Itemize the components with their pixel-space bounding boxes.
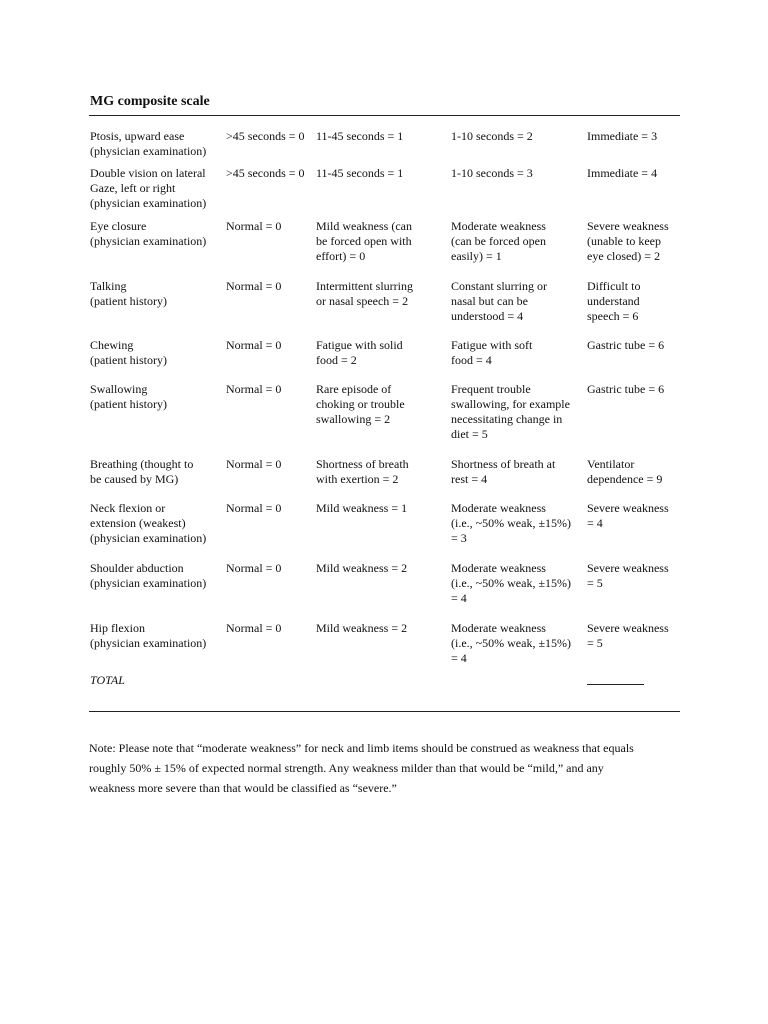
cell-line: rest = 4	[451, 472, 488, 486]
cell-line: Shortness of breath	[316, 457, 409, 471]
cell-line: Ptosis, upward ease	[90, 129, 185, 143]
score-3-cell	[587, 501, 669, 531]
cell-line: Mild weakness = 1	[316, 501, 408, 515]
cell-line: = 5	[587, 636, 603, 650]
cell-line: (physician examination)	[90, 234, 207, 248]
table-row	[90, 166, 680, 219]
footnote-line: Note: Please note that “moderate weakness” for neck and limb items should be construed as weakness that equals	[89, 741, 634, 755]
cell-line: Shoulder abduction	[90, 561, 184, 575]
score-1-cell	[316, 279, 413, 309]
item-cell	[90, 279, 167, 309]
cell-line: Hip flexion	[90, 621, 145, 635]
cell-line: = 5	[587, 576, 603, 590]
score-0-cell	[226, 129, 305, 144]
cell-line: eye closed) = 2	[587, 249, 661, 263]
cell-line: Severe weakness	[587, 219, 669, 233]
table-row	[90, 219, 680, 279]
cell-line: >45 seconds = 0	[226, 129, 305, 143]
cell-line: 1-10 seconds = 3	[451, 166, 533, 180]
cell-line: 1-10 seconds = 2	[451, 129, 533, 143]
cell-line: Mild weakness = 2	[316, 621, 408, 635]
item-cell	[90, 501, 206, 546]
cell-line: Gastric tube = 6	[587, 382, 665, 396]
cell-line: Normal = 0	[226, 382, 282, 396]
cell-line: (physician examination)	[90, 196, 207, 210]
cell-line: be caused by MG)	[90, 472, 179, 486]
score-3-cell	[587, 382, 664, 397]
item-cell	[90, 166, 206, 211]
score-3-cell	[587, 129, 657, 144]
table-row	[90, 561, 680, 621]
score-3-cell	[587, 561, 669, 591]
cell-line: choking or trouble	[316, 397, 405, 411]
cell-line: or nasal speech = 2	[316, 294, 409, 308]
cell-line: Severe weakness	[587, 621, 669, 635]
score-2-cell	[451, 129, 533, 144]
cell-line: Breathing (thought to	[90, 457, 194, 471]
item-cell	[90, 561, 206, 591]
score-3-cell	[587, 279, 640, 324]
score-0-cell	[226, 279, 281, 294]
cell-line: = 4	[451, 591, 467, 605]
cell-line: (patient history)	[90, 397, 167, 411]
cell-line: speech = 6	[587, 309, 639, 323]
footnote-line: roughly 50% ± 15% of expected normal strength. Any weakness milder than that would be “mild,” and any	[89, 761, 604, 775]
table-row	[90, 621, 680, 681]
score-2-cell	[451, 166, 533, 181]
cell-line: dependence = 9	[587, 472, 663, 486]
cell-line: = 4	[451, 651, 467, 665]
score-3-cell	[587, 457, 662, 487]
cell-line: Normal = 0	[226, 219, 282, 233]
cell-line: with exertion = 2	[316, 472, 399, 486]
cell-line: easily) = 1	[451, 249, 502, 263]
table-row	[90, 338, 680, 382]
cell-line: Severe weakness	[587, 561, 669, 575]
cell-line: (i.e., ~50% weak, ±15%)	[451, 636, 572, 650]
cell-line: (physician examination)	[90, 144, 207, 158]
cell-line: Severe weakness	[587, 501, 669, 515]
cell-line: Chewing	[90, 338, 134, 352]
score-0-cell	[226, 338, 281, 353]
item-cell	[90, 457, 193, 487]
cell-line: Swallowing	[90, 382, 148, 396]
cell-line: (patient history)	[90, 294, 167, 308]
cell-line: Shortness of breath at	[451, 457, 556, 471]
bottom-rule	[89, 711, 680, 712]
score-1-cell	[316, 621, 407, 636]
total-label: TOTAL	[90, 673, 125, 687]
cell-line: (physician examination)	[90, 531, 207, 545]
score-2-cell	[451, 561, 571, 606]
cell-line: (patient history)	[90, 353, 167, 367]
scale-table	[90, 129, 680, 681]
total-row	[90, 673, 680, 689]
footnote-line: weakness more severe than that would be classified as “severe.”	[89, 781, 397, 795]
cell-line: Double vision on lateral	[90, 166, 206, 180]
cell-line: understood = 4	[451, 309, 524, 323]
table-row	[90, 457, 680, 501]
cell-line: swallowing = 2	[316, 412, 391, 426]
cell-line: Normal = 0	[226, 457, 282, 471]
score-3-cell	[587, 166, 657, 181]
score-0-cell	[226, 382, 281, 397]
top-rule	[89, 115, 680, 116]
item-cell	[90, 621, 206, 651]
score-1-cell	[316, 561, 407, 576]
cell-line: be forced open with	[316, 234, 412, 248]
cell-line: nasal but can be	[451, 294, 528, 308]
item-cell	[90, 338, 167, 368]
score-3-cell	[587, 338, 664, 353]
table-row	[90, 129, 680, 166]
cell-line: (unable to keep	[587, 234, 661, 248]
cell-line: = 4	[587, 516, 603, 530]
cell-line: Talking	[90, 279, 127, 293]
score-2-cell	[451, 457, 555, 487]
table-row	[90, 501, 680, 561]
cell-line: (can be forced open	[451, 234, 546, 248]
cell-line: food = 4	[451, 353, 492, 367]
cell-line: swallowing, for example	[451, 397, 570, 411]
score-0-cell	[226, 561, 281, 576]
cell-line: diet = 5	[451, 427, 488, 441]
cell-line: Fatigue with soft	[451, 338, 533, 352]
cell-line: Gaze, left or right	[90, 181, 176, 195]
score-1-cell	[316, 219, 412, 264]
score-1-cell	[316, 166, 403, 181]
cell-line: Normal = 0	[226, 338, 282, 352]
cell-line: Moderate weakness	[451, 219, 546, 233]
cell-line: Normal = 0	[226, 501, 282, 515]
cell-line: Constant slurring or	[451, 279, 547, 293]
cell-line: Eye closure	[90, 219, 147, 233]
cell-line: Normal = 0	[226, 621, 282, 635]
score-2-cell	[451, 279, 547, 324]
total-blank-line	[587, 673, 644, 685]
cell-line: Neck flexion or	[90, 501, 166, 515]
cell-line: Normal = 0	[226, 561, 282, 575]
cell-line: Rare episode of	[316, 382, 392, 396]
score-2-cell	[451, 621, 571, 666]
table-row	[90, 382, 680, 457]
cell-line: Fatigue with solid	[316, 338, 403, 352]
cell-line: (physician examination)	[90, 636, 207, 650]
footnote	[89, 738, 689, 798]
cell-line: Intermittent slurring	[316, 279, 413, 293]
score-2-cell	[451, 382, 570, 442]
cell-line: Mild weakness (can	[316, 219, 412, 233]
cell-line: 11-45 seconds = 1	[316, 129, 404, 143]
cell-line: >45 seconds = 0	[226, 166, 305, 180]
score-0-cell	[226, 219, 281, 234]
cell-line: Gastric tube = 6	[587, 338, 665, 352]
document-title: MG composite scale	[90, 94, 210, 109]
cell-line: (physician examination)	[90, 576, 207, 590]
score-2-cell	[451, 219, 546, 264]
score-1-cell	[316, 382, 405, 427]
cell-line: Moderate weakness	[451, 501, 546, 515]
score-0-cell	[226, 621, 281, 636]
cell-line: Immediate = 4	[587, 166, 658, 180]
cell-line: = 3	[451, 531, 467, 545]
item-cell	[90, 129, 206, 159]
score-0-cell	[226, 457, 281, 472]
score-0-cell	[226, 166, 305, 181]
item-cell	[90, 219, 206, 249]
score-1-cell	[316, 457, 409, 487]
cell-line: Moderate weakness	[451, 621, 546, 635]
score-2-cell	[451, 338, 532, 368]
cell-line: Frequent trouble	[451, 382, 531, 396]
cell-line: Normal = 0	[226, 279, 282, 293]
item-cell	[90, 382, 167, 412]
score-1-cell	[316, 501, 407, 516]
cell-line: (i.e., ~50% weak, ±15%)	[451, 516, 572, 530]
score-3-cell	[587, 621, 669, 651]
cell-line: effort) = 0	[316, 249, 366, 263]
cell-line: (i.e., ~50% weak, ±15%)	[451, 576, 572, 590]
score-1-cell	[316, 338, 403, 368]
score-0-cell	[226, 501, 281, 516]
cell-line: Difficult to	[587, 279, 641, 293]
cell-line: necessitating change in	[451, 412, 563, 426]
cell-line: extension (weakest)	[90, 516, 186, 530]
table-row	[90, 279, 680, 338]
cell-line: Ventilator	[587, 457, 635, 471]
cell-line: food = 2	[316, 353, 357, 367]
cell-line: Immediate = 3	[587, 129, 658, 143]
cell-line: Moderate weakness	[451, 561, 546, 575]
score-1-cell	[316, 129, 403, 144]
score-2-cell	[451, 501, 571, 546]
score-3-cell	[587, 219, 669, 264]
cell-line: Mild weakness = 2	[316, 561, 408, 575]
cell-line: understand	[587, 294, 640, 308]
cell-line: 11-45 seconds = 1	[316, 166, 404, 180]
